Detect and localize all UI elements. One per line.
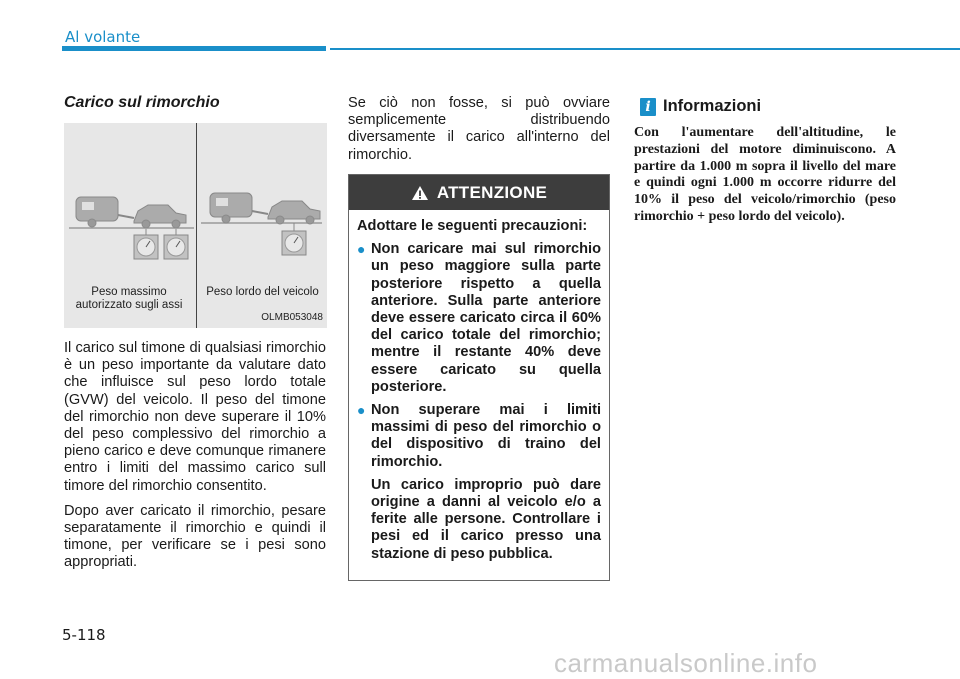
warning-bullet-text: Non caricare mai sul rimorchio un peso maggiore sulla parte posteriore rispetto a quella anteriore. Sulla parte anteriore deve essere caricato circa il 60% del carico totale del rimorchio; mentre il restante 40% deve essere caricato su quella posteriore. [371,241,601,395]
bullet-dot-icon: ● [357,402,366,419]
info-text: Con l'aumentare dell'altitudine, le prestazioni del motore diminuiscono. A partire da 1.000 m sopra il livello del mare e quindi ogni 1.000 m occorre ridurre del 10% il peso del veicolo/rimorchio (peso rimorchio + peso lordo del veicolo). [634,125,896,224]
warning-bullet [357,402,601,471]
paragraph-weighing: Dopo aver caricato il rimorchio, pesare separatamente il rimorchio e quindi il timone, per verificare se i pesi sono appropriati. [64,502,326,571]
left-body-text [64,340,326,580]
warning-body [349,210,609,563]
page-number: 5-118 [62,626,106,644]
info-heading [640,97,761,116]
header-rule-thick [62,46,326,51]
warning-triangle-icon [411,185,429,201]
section-heading: Carico sul rimorchio [64,94,220,111]
watermark: carmanualsonline.info [554,648,818,678]
gross-weight-scene [201,193,322,255]
header-rule-thin [330,48,960,50]
figure-divider [196,123,197,328]
paragraph-tongue-load: Il carico sul timone di qualsiasi rimorchio è un peso importante da valutare dato che influisce sul peso lordo totale (GVW) del veicolo. Il peso del timone del rimorchio non deve superare il 10% del peso complessivo del rimorchio a pieno carico e deve comunque rimanere entro i limiti del massimo carico sull timore del rimorchio consentito. [64,340,326,494]
warning-intro: Adottare le seguenti precauzioni: [357,218,588,234]
bullet-dot-icon: ● [357,241,366,258]
warning-bullet-text: Non superare mai i limiti massimi di peso del rimorchio o del dispositivo di traino del rimorchio. [371,402,601,470]
warning-closing: Un carico improprio può dare origine a danni al veicolo e/o a ferite alle persone. Controllare i pesi ed il carico presso una stazione di peso pubblica. [371,476,601,562]
figure-code: OLMB053048 [261,312,323,323]
info-title: Informazioni [663,97,762,115]
trailer-weight-figure [64,123,327,328]
warning-title: ATTENZIONE [436,182,548,202]
axle-weight-scene [69,197,194,259]
caption-gross-weight: Peso lordo del veicolo [206,286,319,298]
info-icon: i [640,98,656,116]
paragraph-redistribute: Se ciò non fosse, si può ovviare semplicemente distribuendo diversamente il carico all'interno del rimorchio. [348,95,610,163]
warning-bullet [357,241,601,396]
warning-header [349,175,609,210]
middle-body-text [348,95,610,172]
warning-box [348,174,610,581]
caption-axle-weight: Peso massimo autorizzato sugli assi [75,286,183,311]
section-title: Al volante [65,28,141,46]
